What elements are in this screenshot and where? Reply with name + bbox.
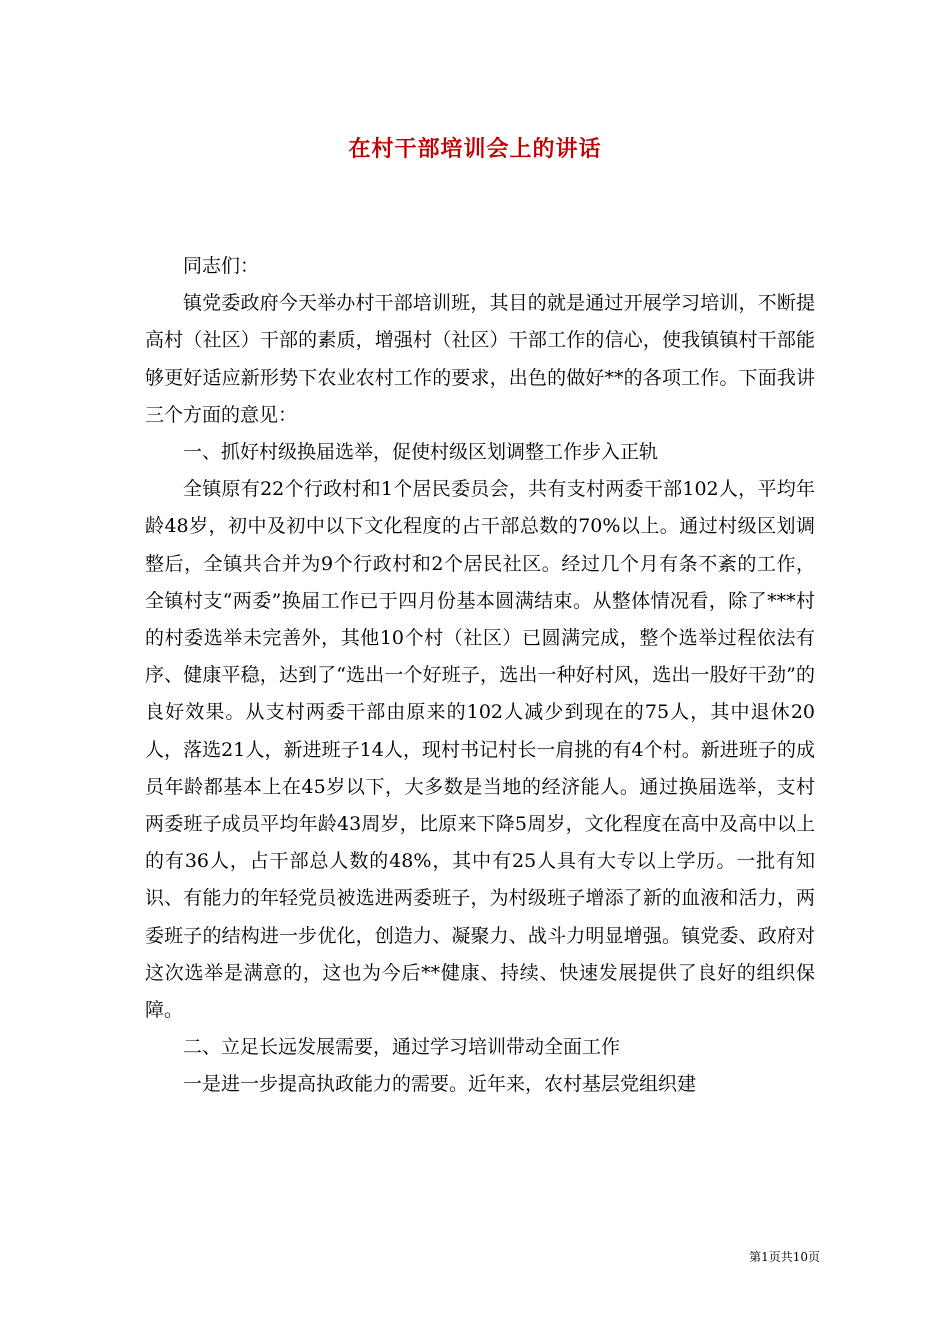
paragraph-election: 全镇原有22个行政村和1个居民委员会，共有支村两委干部102人，平均年龄48岁，初中及初中以下文化程度的占干部总数的70%以上。通过村级区划调整后，全镇共合并为9个行政村和2个居民社区。经过几个月有条不紊的工作，全镇村支“两委”换届工作已于四月份基本圆满结束。从整体情况看，除了***村的村委选举未完善外，其他10个村（社区）已圆满完成，整个选举过程依法有序、健康平稳，达到了“选出一个好班子，选出一种好村风，选出一股好干劲”的良好效果。从支村两委干部由原来的102人减少到现在的75人，其中退休20人，落选21人，新进班子14人，现村书记村长一肩挑的有4个村。新进班子的成员年龄都基本上在45岁以下，大多数是当地的经济能人。通过换届选举，支村两委班子成员平均年龄43周岁，比原来下降5周岁，文化程度在高中及高中以上的有36人，占干部总人数的48%，其中有25人具有大专以上学历。一批有知识、有能力的年轻党员被选进两委班子，为村级班子增添了新的血液和活力，两委班子的结构进一步优化，创造力、凝聚力、战斗力明显增强。镇党委、政府对这次选举是满意的，这也为今后**健康、持续、快速发展提供了良好的组织保障。	[145, 478, 815, 1022]
page-number: 第1页共10页	[749, 1250, 820, 1264]
section-heading-2: 二、立足长远发展需要，通过学习培训带动全面工作	[183, 1036, 621, 1059]
paragraph-capacity: 一是进一步提高执政能力的需要。近年来，农村基层党组织建	[183, 1073, 697, 1096]
document-title: 在村干部培训会上的讲话	[348, 136, 602, 162]
salutation: 同志们：	[183, 255, 260, 277]
paragraph-intro: 镇党委政府今天举办村干部培训班，其目的就是通过开展学习培训，不断提高村（社区）干部的素质，增强村（社区）干部工作的信心，使我镇镇村干部能够更好适应新形势下农业农村工作的要求，出色的做好**的各项工作。下面我讲三个方面的意见：	[145, 292, 815, 426]
document-body	[145, 248, 815, 1104]
section-heading-1: 一、抓好村级换届选举，促使村级区划调整工作步入正轨	[183, 441, 659, 464]
